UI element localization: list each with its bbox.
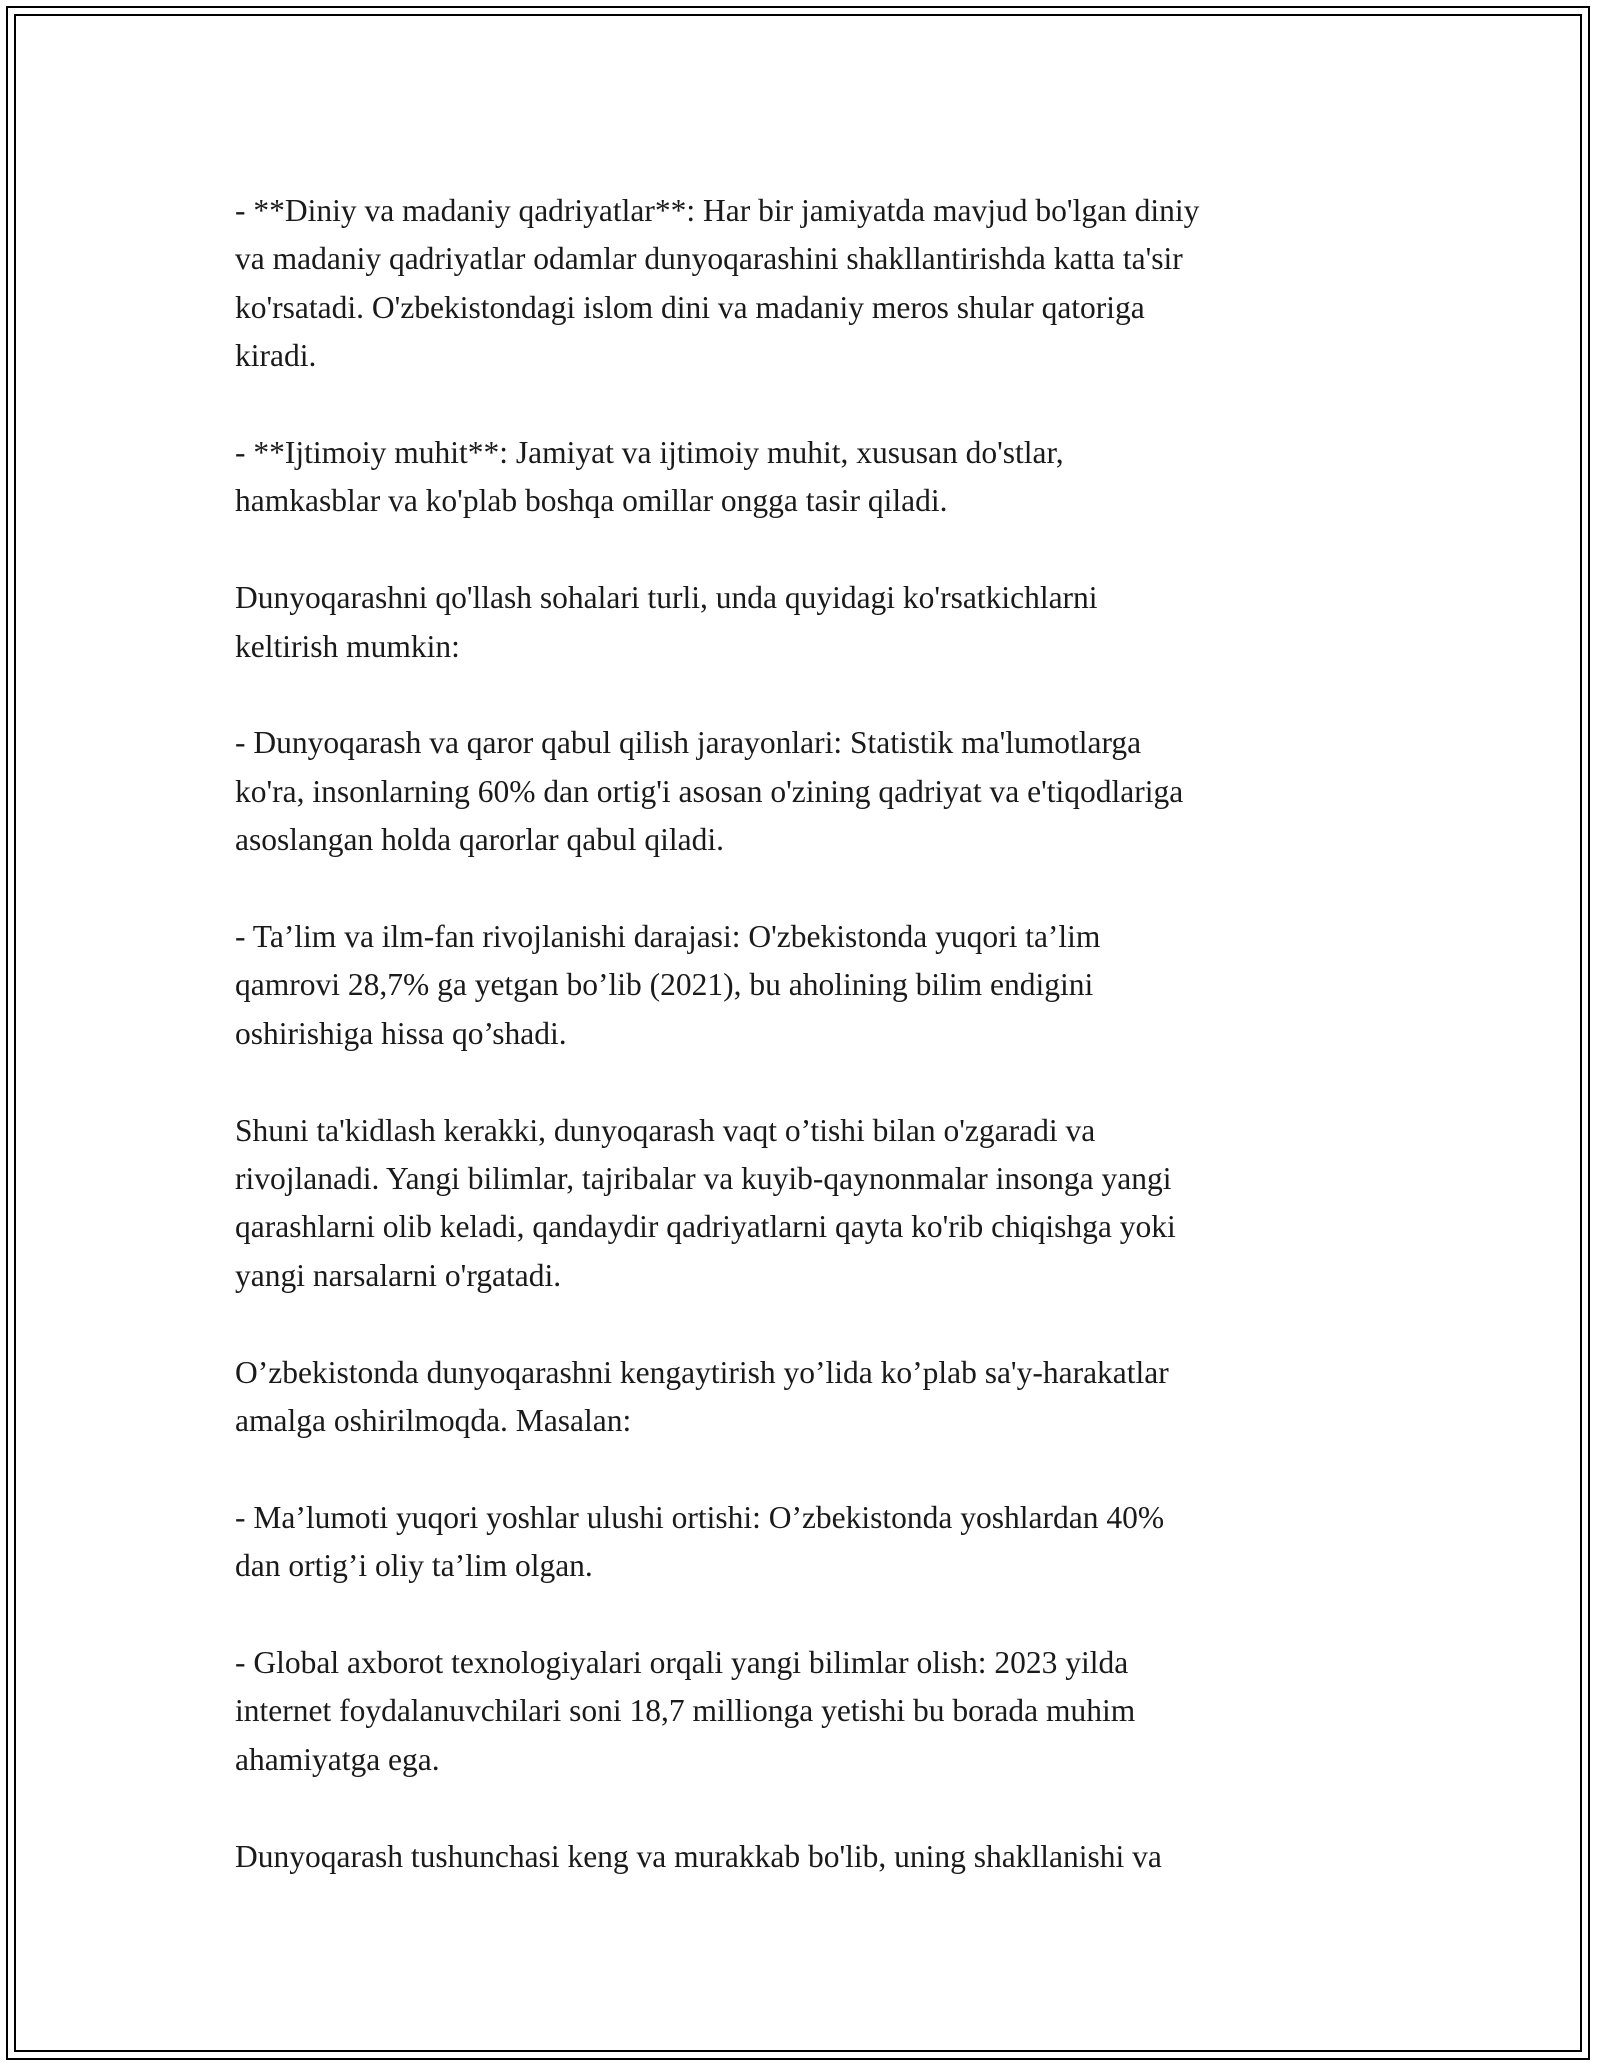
paragraph-religious-cultural-values (235, 187, 1400, 381)
text-line: keltirish mumkin: (235, 628, 460, 664)
paragraph-educated-youth (235, 1494, 1400, 1591)
text-line: amalga oshirilmoqda. Masalan: (235, 1403, 632, 1439)
text-line: va madaniy qadriyatlar odamlar dunyoqarashini shakllantirishda katta ta'sir (235, 241, 1183, 277)
paragraph-global-it (235, 1639, 1400, 1784)
document-body (235, 187, 1400, 1929)
text-line: O’zbekistonda dunyoqarashni kengaytirish yo’lida ko’plab sa'y-harakatlar (235, 1354, 1169, 1390)
paragraph-uzbekistan-efforts (235, 1349, 1400, 1446)
text-line: kiradi. (235, 338, 317, 374)
paragraph-education-science (235, 913, 1400, 1058)
text-line: dan ortig’i oliy ta’lim olgan. (235, 1548, 593, 1584)
text-line: hamkasblar va ko'plab boshqa omillar ongga tasir qiladi. (235, 483, 948, 519)
paragraph-application-areas (235, 574, 1400, 671)
text-line: qarashlarni olib keladi, qandaydir qadriyatlarni qayta ko'rib chiqishga yoki (235, 1209, 1176, 1245)
text-line: rivojlanadi. Yangi bilimlar, tajribalar va kuyib-qaynonmalar insonga yangi (235, 1161, 1172, 1197)
paragraph-decision-making (235, 719, 1400, 864)
text-line: Dunyoqarash tushunchasi keng va murakkab bo'lib, uning shakllanishi va (235, 1838, 1162, 1874)
text-line: Shuni ta'kidlash kerakki, dunyoqarash vaqt o’tishi bilan o'zgaradi va (235, 1112, 1096, 1148)
text-line: qamrovi 28,7% ga yetgan bo’lib (2021), bu aholining bilim endigini (235, 967, 1094, 1003)
text-line: - Global axborot texnologiyalari orqali yangi bilimlar olish: 2023 yilda (235, 1645, 1129, 1681)
paragraph-social-environment (235, 429, 1400, 526)
text-line: internet foydalanuvchilari soni 18,7 millionga yetishi bu borada muhim (235, 1693, 1136, 1729)
paragraph-worldview-changes (235, 1107, 1400, 1301)
text-line: asoslangan holda qarorlar qabul qiladi. (235, 822, 724, 858)
text-line: ko'ra, insonlarning 60% dan ortig'i asosan o'zining qadriyat va e'tiqodlariga (235, 773, 1184, 809)
text-line: ahamiyatga ega. (235, 1741, 440, 1777)
text-line: - **Ijtimoiy muhit**: Jamiyat va ijtimoiy muhit, xususan do'stlar, (235, 435, 1064, 471)
text-line: yangi narsalarni o'rgatadi. (235, 1257, 562, 1293)
text-line: oshirishiga hissa qo’shadi. (235, 1015, 567, 1051)
text-line: - Ma’lumoti yuqori yoshlar ulushi ortishi: O’zbekistonda yoshlardan 40% (235, 1499, 1165, 1535)
text-line: ko'rsatadi. O'zbekistondagi islom dini va madaniy meros shular qatoriga (235, 289, 1145, 325)
text-line: - **Diniy va madaniy qadriyatlar**: Har bir jamiyatda mavjud bo'lgan diniy (235, 193, 1200, 228)
text-line: - Ta’lim va ilm-fan rivojlanishi darajasi: O'zbekistonda yuqori ta’lim (235, 919, 1101, 955)
text-line: - Dunyoqarash va qaror qabul qilish jarayonlari: Statistik ma'lumotlarga (235, 725, 1142, 761)
text-line: Dunyoqarashni qo'llash sohalari turli, unda quyidagi ko'rsatkichlarni (235, 580, 1098, 616)
paragraph-worldview-concept (235, 1833, 1400, 1881)
